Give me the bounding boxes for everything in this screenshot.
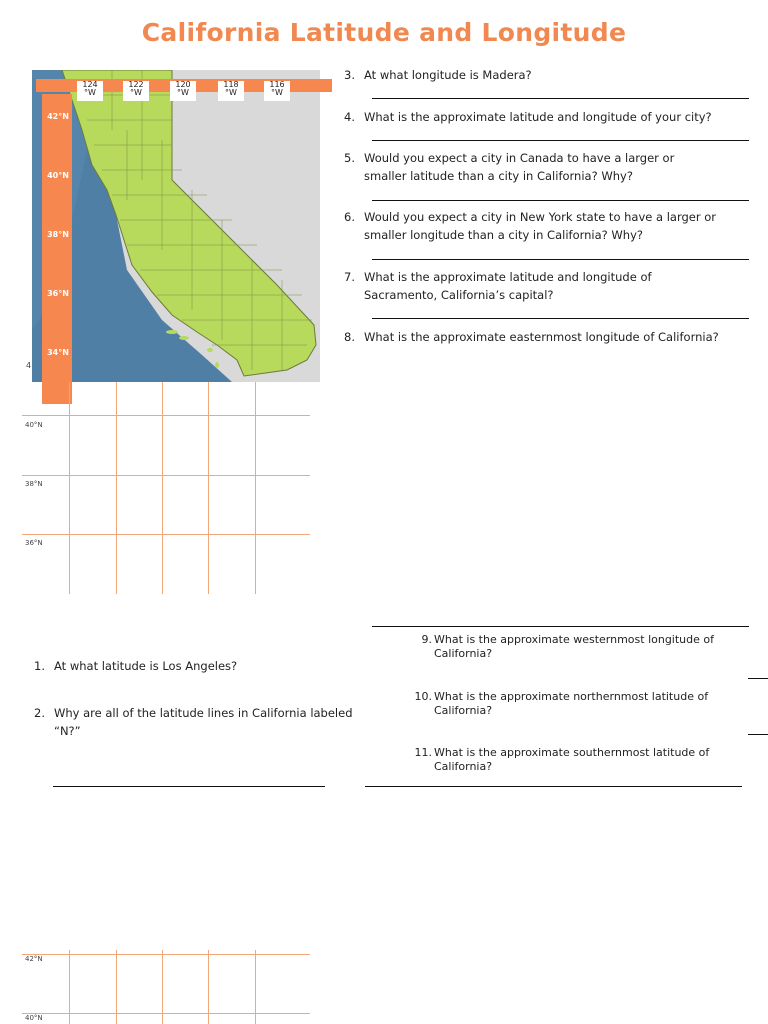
california-map-graphic (32, 70, 320, 382)
answer-line (372, 259, 749, 260)
question-5: 5. Would you expect a city in Canada to have a larger or smaller latitude than a city in California? Why? (344, 151, 675, 183)
latitude-label: 38°N (47, 230, 69, 239)
answer-line (748, 678, 768, 679)
question-3: 3. At what longitude is Madera? (344, 68, 532, 82)
latitude-label: 42°N (47, 112, 69, 121)
answer-line (53, 786, 325, 787)
page-title: California Latitude and Longitude (141, 18, 627, 47)
latitude-label: 40°N (47, 171, 69, 180)
question-9: 9. What is the approximate westernmost longitude of California? (421, 633, 715, 660)
question-1: 1. At what latitude is Los Angeles? (34, 659, 238, 673)
question-10: 10. What is the approximate northernmost latitude of California? (414, 690, 709, 717)
answer-line (372, 200, 749, 201)
question-7: 7. What is the approximate latitude and longitude of Sacramento, California’s capital? (344, 270, 652, 302)
answer-line (372, 140, 749, 141)
grid-lat-label: 42°N (25, 955, 43, 963)
question-4: 4. What is the approximate latitude and longitude of your city? (344, 110, 712, 124)
longitude-label: 124 °W (77, 81, 103, 101)
question-2: 2. Why are all of the latitude lines in California labeled “N?” (34, 706, 353, 738)
answer-line (748, 734, 768, 735)
latitude-label: 36°N (47, 289, 69, 298)
longitude-label: 118 °W (218, 81, 244, 101)
california-map (32, 70, 320, 382)
answer-line (372, 318, 749, 319)
question-11: 11. What is the approximate southernmost latitude of California? (414, 746, 710, 773)
stray-mark: 4 (26, 361, 32, 370)
question-8: 8. What is the approximate easternmost longitude of California? (344, 330, 719, 344)
answer-line (372, 626, 749, 627)
latitude-label: 34°N (47, 348, 69, 357)
grid-lat-label: 38°N (25, 480, 43, 488)
answer-line (365, 786, 742, 787)
longitude-label: 116 °W (264, 81, 290, 101)
longitude-label: 120 °W (170, 81, 196, 101)
grid-lat-label: 36°N (25, 539, 43, 547)
question-6: 6. Would you expect a city in New York state to have a larger or smaller longitude than a city in California? Why? (344, 210, 716, 242)
grid-lat-label: 40°N (25, 1014, 43, 1022)
grid-lat-label: 40°N (25, 421, 43, 429)
latitude-bar (42, 94, 72, 404)
answer-line (372, 98, 749, 99)
longitude-label: 122 °W (123, 81, 149, 101)
